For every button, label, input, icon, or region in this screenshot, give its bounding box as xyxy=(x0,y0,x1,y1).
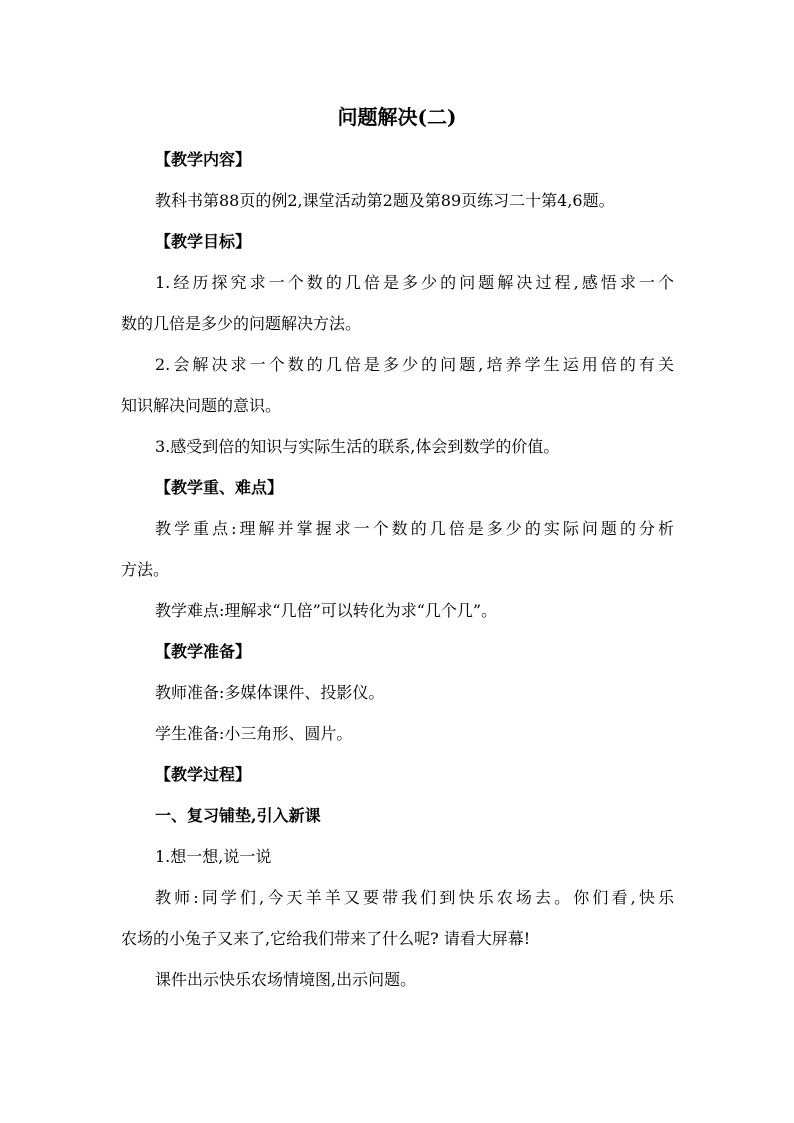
goal-1-line-2: 数的几倍是多少的问题解决方法。 xyxy=(121,314,362,333)
difficulty-point: 教学难点:理解求“几倍”可以转化为求“几个几”。 xyxy=(155,601,498,620)
teacher-speech-line-2: 农场的小兔子又来了,它给我们带来了什么呢? 请看大屏幕! xyxy=(121,929,531,948)
section-heading-process: 【教学过程】 xyxy=(155,765,252,784)
process-part-1-heading: 一、复习铺垫,引入新课 xyxy=(155,806,321,825)
teacher-preparation: 教师准备:多媒体课件、投影仪。 xyxy=(155,683,385,702)
key-point-line-1: 教学重点:理解并掌握求一个数的几倍是多少的实际问题的分析 xyxy=(155,519,674,538)
goal-1-line-1: 1.经历探究求一个数的几倍是多少的问题解决过程,感悟求一个 xyxy=(155,273,674,292)
section-heading-preparation: 【教学准备】 xyxy=(155,642,252,661)
teacher-speech-line-1: 教师:同学们,今天羊羊又要带我们到快乐农场去。你们看,快乐 xyxy=(155,888,674,907)
section-heading-goals: 【教学目标】 xyxy=(155,232,252,251)
student-preparation: 学生准备:小三角形、圆片。 xyxy=(155,724,353,743)
key-point-line-2: 方法。 xyxy=(121,560,170,579)
section-heading-content: 【教学内容】 xyxy=(155,150,252,169)
goal-2-line-2: 知识解决问题的意识。 xyxy=(121,396,282,415)
process-step-1: 1.想一想,说一说 xyxy=(155,847,272,866)
content-text: 教科书第88页的例2,课堂活动第2题及第89页练习二十第4,6题。 xyxy=(155,191,615,210)
goal-2-line-1: 2.会解决求一个数的几倍是多少的问题,培养学生运用倍的有关 xyxy=(155,355,674,374)
document-title: 问题解决(二) xyxy=(337,105,457,129)
goal-3: 3.感受到倍的知识与实际生活的联系,体会到数学的价值。 xyxy=(155,437,560,456)
courseware-note: 课件出示快乐农场情境图,出示问题。 xyxy=(155,970,417,989)
section-heading-key-points: 【教学重、难点】 xyxy=(155,478,284,497)
